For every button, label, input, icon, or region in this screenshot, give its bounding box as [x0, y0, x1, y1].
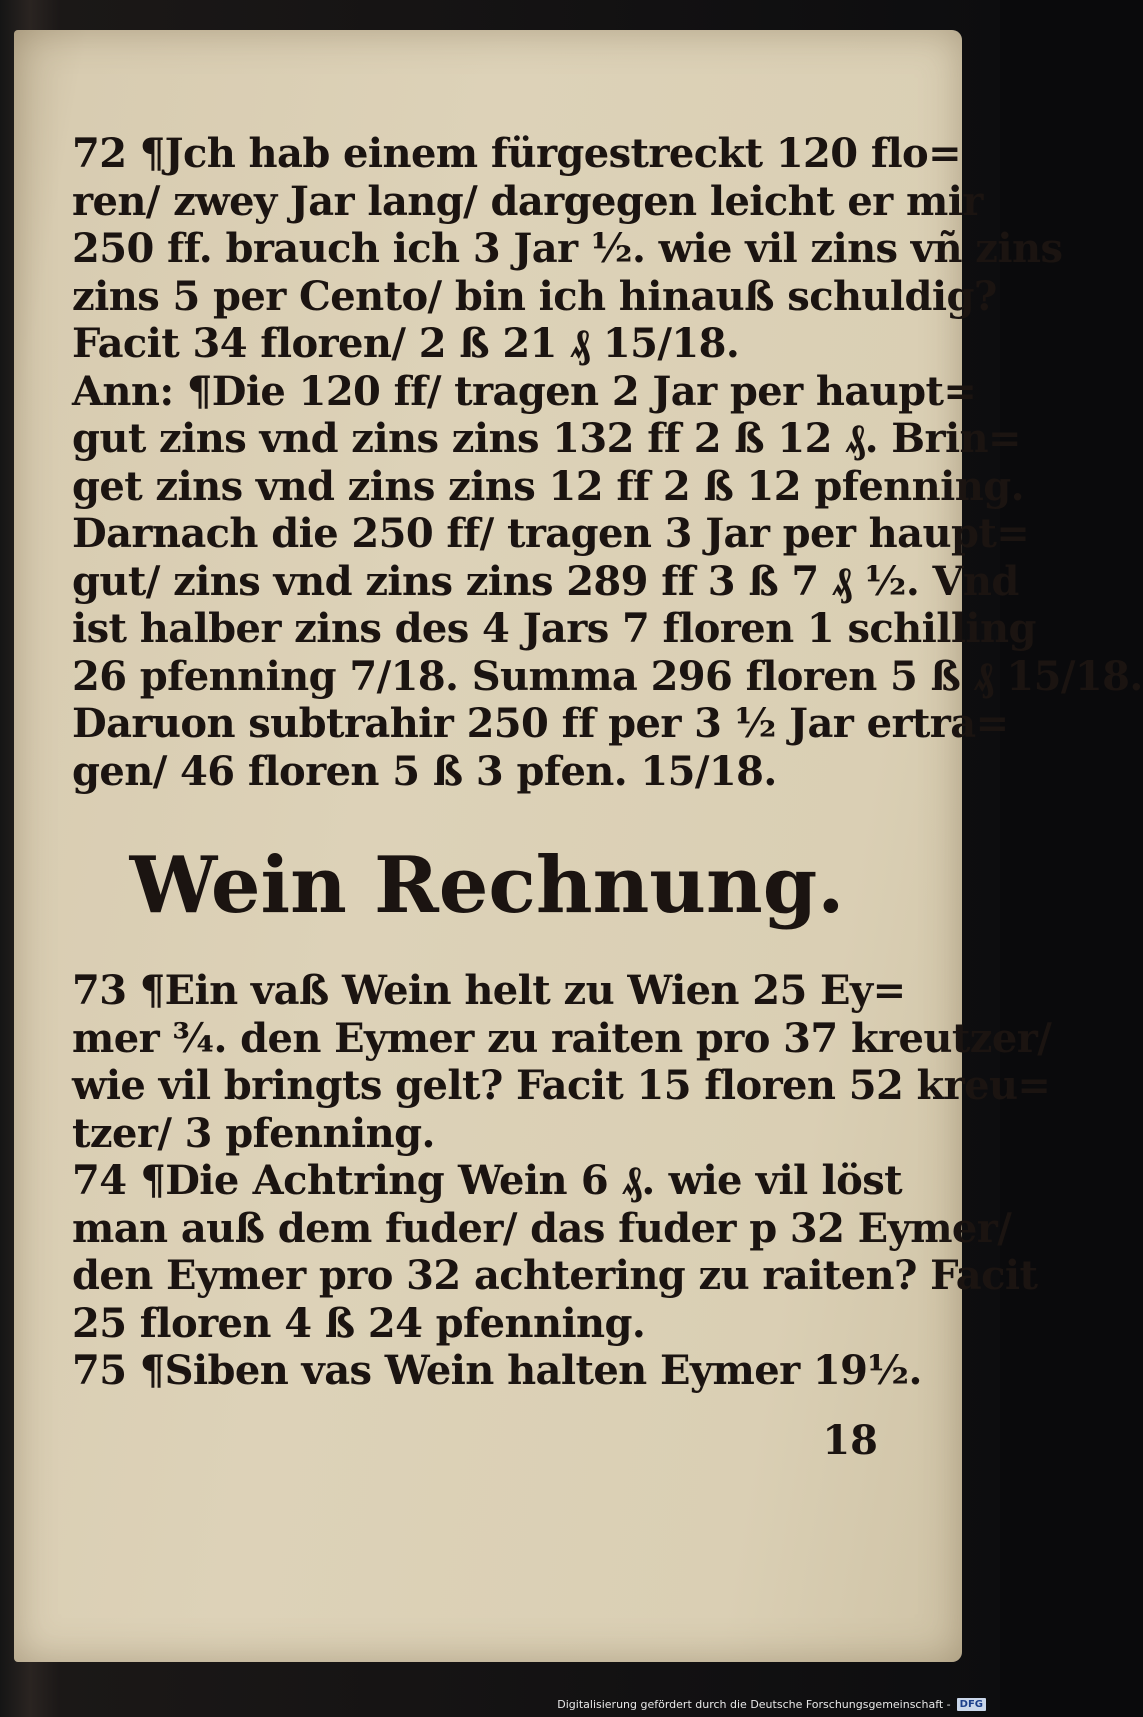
dfg-logo-icon: DFG [957, 1698, 986, 1711]
text-line: wie vil bringts gelt? Facit 15 floren 52 kreu= [72, 1062, 1051, 1109]
text-line: tzer/ 3 pfenning. [72, 1109, 435, 1157]
text-line: 75 ¶Siben vas Wein halten Eymer 19½. [72, 1347, 922, 1394]
text-line: Daruon subtrahir 250 ff per 3 ½ Jar ertra= [72, 700, 1009, 747]
section-heading: Wein Rechnung. [129, 840, 845, 931]
text-line: 250 ff. brauch ich 3 Jar ½. wie vil zins vñ zins [72, 225, 1063, 272]
text-line: ist halber zins des 4 Jars 7 floren 1 schilling [72, 605, 1036, 652]
text-line: Ann: ¶Die 120 ff/ tragen 2 Jar per haupt= [72, 367, 977, 415]
page-number: 18 [822, 1417, 878, 1464]
text-line: zins 5 per Cento/ bin ich hinauß schuldig? [72, 272, 997, 320]
text-line: den Eymer pro 32 achtering zu raiten? Facit [72, 1252, 1038, 1299]
text-line: ren/ zwey Jar lang/ dargegen leicht er mir [72, 177, 983, 225]
text-line: Darnach die 250 ff/ tragen 3 Jar per haupt= [72, 510, 1030, 557]
text-line: 73 ¶Ein vaß Wein helt zu Wien 25 Ey= [72, 967, 906, 1014]
text-line: man auß dem fuder/ das fuder p 32 Eymer/ [72, 1204, 1012, 1252]
text-line: get zins vnd zins zins 12 ff 2 ß 12 pfenning. [72, 462, 1024, 510]
text-line: mer ¾. den Eymer zu raiten pro 37 kreutzer/ [72, 1014, 1052, 1062]
text-line: Facit 34 floren/ 2 ß 21 ₰ 15/18. [72, 320, 740, 367]
text-line: 25 floren 4 ß 24 pfenning. [72, 1299, 646, 1347]
text-line: 74 ¶Die Achtring Wein 6 ₰. wie vil löst [72, 1157, 902, 1204]
text-line: gen/ 46 floren 5 ß 3 pfen. 15/18. [72, 747, 777, 795]
text-line: 72 ¶Jch hab einem fürgestreckt 120 flo= [72, 130, 962, 177]
text-line: gut/ zins vnd zins zins 289 ff 3 ß 7 ₰ ½. Vnd [72, 557, 1019, 605]
text-line: gut zins vnd zins zins 132 ff 2 ß 12 ₰. Brin= [72, 415, 1021, 462]
footer-text: Digitalisierung gefördert durch die Deutsche Forschungsgemeinschaft - [557, 1697, 951, 1711]
book-page [14, 30, 1143, 1662]
text-line: 26 pfenning 7/18. Summa 296 floren 5 ß ₰ 15/18. [72, 652, 1143, 700]
problem-72-block [72, 130, 1143, 795]
problems-73-75-block [72, 967, 1052, 1395]
digitization-footer [557, 1695, 986, 1713]
page-text [72, 130, 1143, 1395]
